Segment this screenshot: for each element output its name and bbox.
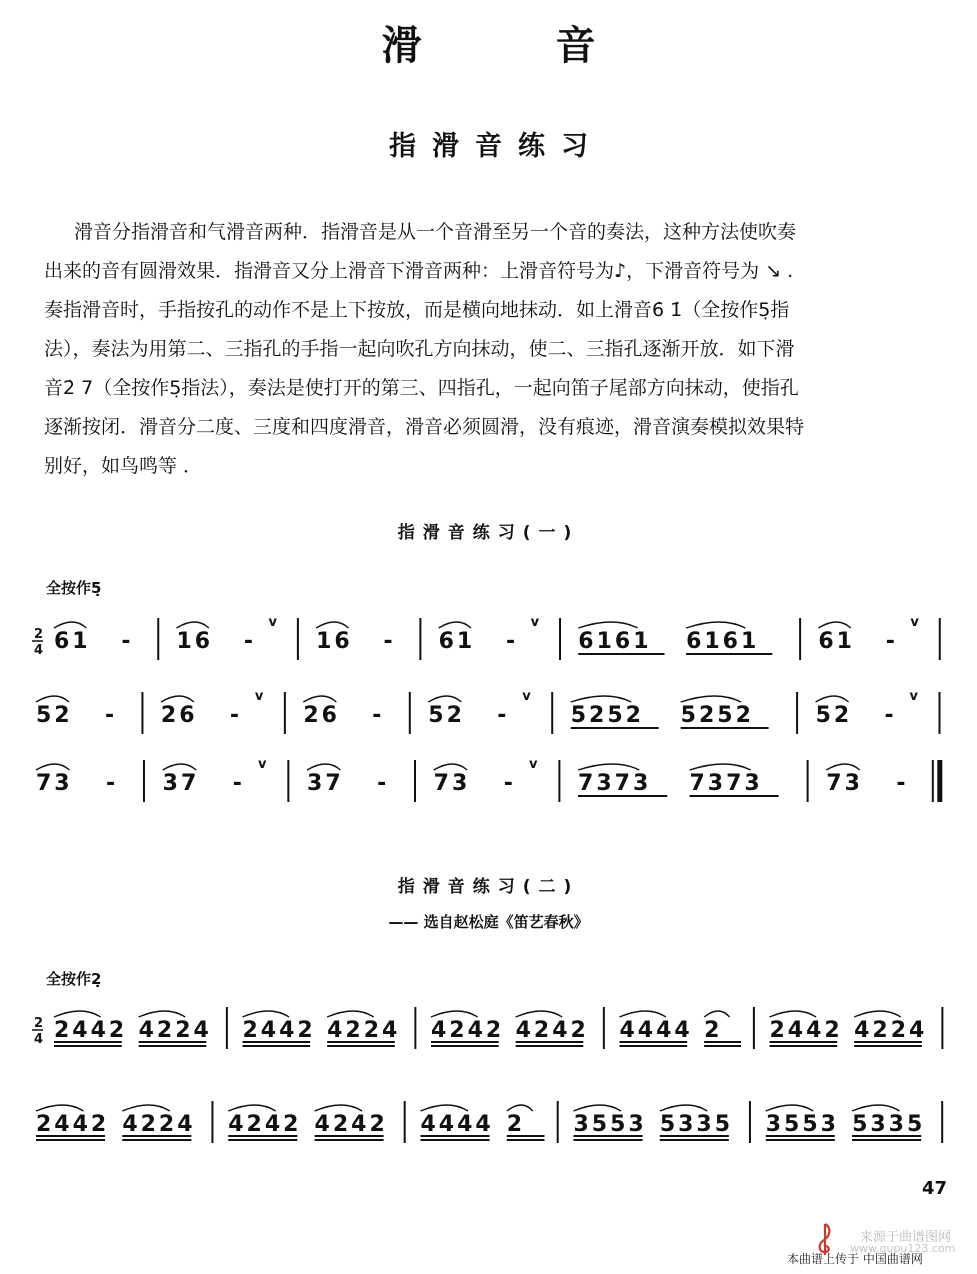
dash: - [503,771,513,796]
dash: - [885,629,895,654]
note-group [420,1105,493,1140]
dash: - [383,629,393,654]
note-group [431,1011,504,1046]
note-text: 4224 [138,1018,212,1043]
exercise1-title: 指滑音练习(一) [397,523,580,543]
breath-mark: v [528,757,538,772]
slide-mark [854,1011,901,1017]
note-text: 61 [438,629,476,654]
exercise2-fingering: 全按作2̣ [46,970,102,988]
note-group [36,696,73,728]
note-group [163,764,200,796]
slide-mark [507,1105,533,1111]
note-group [439,622,476,654]
note-text: 4242 [515,1018,589,1043]
note-text: 26 [303,703,340,728]
intro-paragraph [44,214,944,487]
slide-mark [574,1105,621,1111]
intro-line: 奏指滑音时，手指按孔的动作不是上下按放，而是横向地抹动．如上滑音6̇ 1̇（全按作5̣指 [44,299,790,321]
note-text: 26 [160,703,198,728]
slide-mark [316,622,348,628]
exercise2-notation [0,995,977,1155]
note-group [303,696,340,728]
slide-mark [516,1011,563,1017]
note-text: 4224 [327,1018,401,1043]
time-signature-top: 2 [34,1016,44,1031]
dash: - [104,703,115,728]
note-group [578,764,667,796]
note-group [686,622,772,654]
slide-mark [431,1011,478,1017]
note-group [660,1105,733,1140]
dash: - [232,771,242,796]
note-text: 2442 [242,1018,316,1043]
note-text: 73 [36,771,73,796]
note-group [434,764,471,796]
note-text: 52 [428,703,465,728]
slide-mark [54,622,86,628]
slide-mark [315,1105,362,1111]
dash: - [106,771,116,796]
note-text: 5252 [570,703,644,728]
slide-mark [163,764,196,770]
note-text: 4444 [619,1018,693,1043]
note-text: 4242 [228,1112,302,1137]
note-text: 16 [316,629,353,654]
breath-mark: v [909,689,919,704]
intro-line: 逐渐按闭．滑音分二度、三度和四度滑音，滑音必须圆滑，没有痕迹，滑音演奏模拟效果特 [44,416,805,438]
note-text: 5252 [680,703,754,728]
slide-mark [686,622,745,628]
note-group [315,1105,388,1140]
slide-mark [303,696,336,702]
note-text: 4444 [420,1112,494,1137]
note-text: 4242 [430,1018,505,1043]
note-group [681,696,769,728]
slide-mark [36,696,69,702]
breath-mark: v [268,615,277,630]
dash: - [372,703,382,728]
note-group [578,622,664,654]
dash: - [884,703,894,728]
note-text: 37 [162,771,200,796]
exercise1-fingering: 全按作5̣ [46,579,102,597]
note-text: 61 [54,629,91,654]
slide-mark [36,1105,83,1111]
slide-mark [139,1011,186,1017]
intro-line: 法），奏法为用第二、三指孔的手指一起向吹孔方向抹动，使二、三指孔逐渐开放．如下滑 [44,338,795,360]
watermark-source: 来源于曲谱图网 [860,1230,952,1245]
slide-mark [681,696,741,702]
note-text: 3553 [573,1112,647,1137]
exercise2-source: —— 选自赵松庭《笛艺春秋》 [388,913,589,931]
note-group [516,1011,589,1046]
time-signature [32,627,43,658]
note-text: 2442 [54,1018,128,1043]
note-text: 7373 [578,771,652,796]
dash: - [896,771,906,796]
slide-mark [228,1105,275,1111]
slide-mark [826,764,859,770]
note-text: 5335 [659,1112,734,1137]
slide-mark [36,764,69,770]
dash: - [506,629,516,654]
slide-mark [439,622,471,628]
watermark-upload-note: 本曲谱上传于 中国曲谱网 [787,1252,923,1266]
breath-mark: v [910,615,919,630]
slide-mark [428,696,461,702]
note-text: 4242 [314,1112,388,1137]
note-group [770,1011,843,1046]
dash: - [497,703,507,728]
slide-mark [816,696,849,702]
note-group [122,1105,195,1140]
section-heading: 指滑音练习 [389,131,604,162]
note-group [242,1011,315,1046]
note-text: 2 [506,1112,526,1137]
note-text: 3553 [765,1112,839,1137]
note-text: 6161 [686,629,760,654]
note-text: 37 [307,771,344,796]
note-text: 4224 [122,1112,196,1137]
slide-mark [54,1011,101,1017]
slide-mark [619,1011,666,1017]
slide-mark [307,764,340,770]
slide-mark [161,696,194,702]
note-group [852,1105,925,1140]
time-signature [32,1016,43,1047]
note-text: 73 [826,771,863,796]
note-group [316,622,353,654]
slide-mark [578,764,639,770]
note-text: 73 [433,771,471,796]
slide-mark [660,1105,707,1111]
note-group [854,1011,927,1046]
slide-mark [818,622,850,628]
note-group [571,696,659,728]
slide-mark [434,764,467,770]
note-text: 2442 [36,1112,110,1137]
note-group [176,622,213,654]
slide-mark [690,764,751,770]
page-number: 47 [921,1178,947,1199]
dash: - [377,771,387,796]
note-group [161,696,198,728]
slide-mark [242,1011,289,1017]
breath-mark: v [257,757,267,772]
note-group [36,764,73,796]
dash: - [121,629,131,654]
slide-mark [578,622,637,628]
note-group [36,1105,109,1140]
note-text: 6161 [578,629,652,654]
exercise1-notation [0,600,977,830]
note-group [766,1105,839,1140]
breath-mark: v [530,615,540,630]
slide-mark [766,1105,813,1111]
note-text: 52 [36,703,73,728]
intro-line: 音2̇ 7（全按作5̣指法），奏法是使打开的第三、四指孔，一起向笛子尾部方向抹动，使指孔 [44,377,799,399]
note-text: 7373 [689,771,763,796]
note-group [704,1011,741,1046]
note-group [826,764,863,796]
note-group [574,1105,647,1140]
time-signature-bottom: 4 [34,1032,44,1047]
note-text: 52 [815,703,853,728]
slide-mark [327,1011,374,1017]
note-text: 2442 [769,1018,843,1043]
intro-line: 别好，如鸟鸣等 ． [44,455,203,477]
note-group [690,764,779,796]
slide-mark [420,1105,467,1111]
breath-mark: v [254,689,264,704]
slide-mark [704,1011,729,1017]
note-text: 2 [704,1018,723,1043]
note-group [54,1011,127,1046]
note-group [307,764,344,796]
slide-mark [122,1105,169,1111]
exercise2-title: 指滑音练习(二) [397,877,580,897]
note-group [327,1011,400,1046]
note-group [818,622,855,654]
time-signature-bottom: 4 [34,643,44,658]
dash: - [229,703,240,728]
dash: - [243,629,254,654]
note-group [54,622,91,654]
slide-mark [770,1011,817,1017]
note-text: 61 [818,629,855,654]
intro-line: 出来的音有圆滑效果．指滑音又分上滑音下滑音两种：上滑音符号为♪，下滑音符号为 ↘ . [44,260,794,282]
note-text: 5335 [852,1112,926,1137]
slide-mark [571,696,631,702]
note-group [139,1011,212,1046]
intro-line: 滑音分指滑音和气滑音两种．指滑音是从一个音滑至另一个音的奏法，这种方法使吹奏 [74,221,797,243]
note-text: 4224 [854,1018,928,1043]
time-signature-top: 2 [34,627,44,642]
slide-mark [176,622,208,628]
note-group [228,1105,301,1140]
page-title: 滑 音 [381,22,656,69]
note-group [816,696,853,728]
note-group [428,696,465,728]
slide-mark [852,1105,899,1111]
watermark-url: www.qupu123.com [850,1242,956,1255]
note-text: 16 [176,629,214,654]
note-group [507,1105,545,1140]
breath-mark: v [522,689,531,704]
note-group [619,1011,692,1046]
